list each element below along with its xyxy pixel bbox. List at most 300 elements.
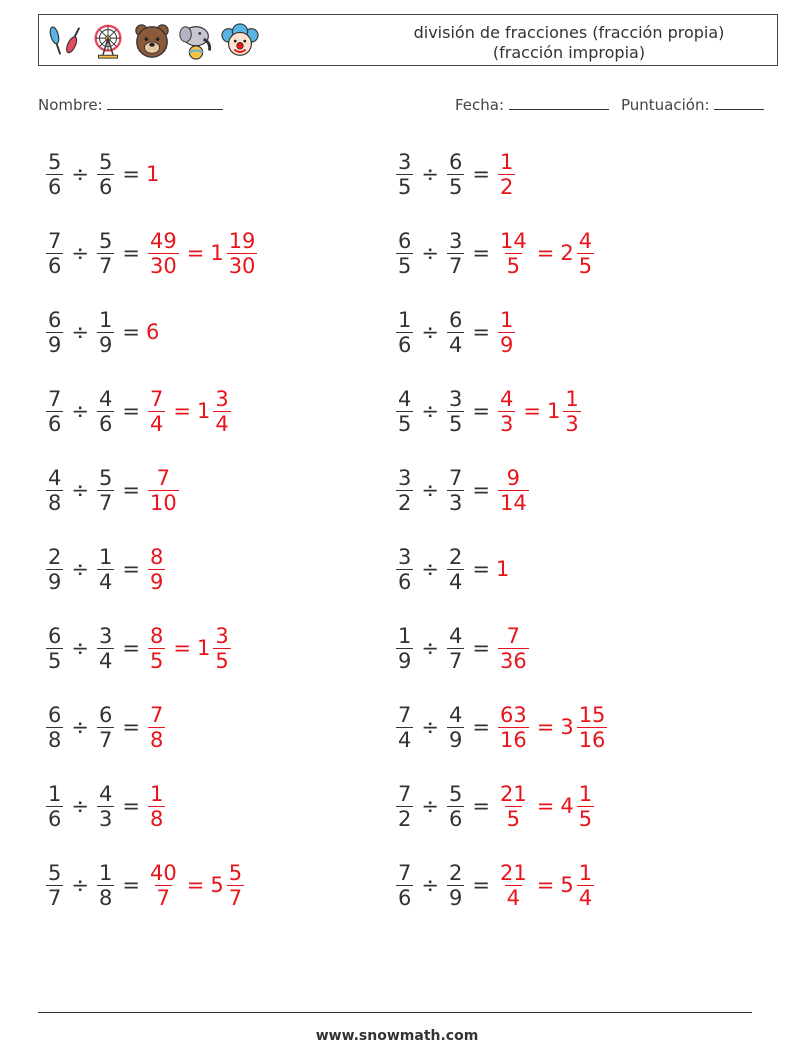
numerator: 21 <box>499 781 527 806</box>
answer-equals-sign: = <box>536 241 555 265</box>
equals-sign: = <box>472 399 490 423</box>
equals-sign: = <box>122 320 140 344</box>
divide-sign: ÷ <box>421 478 439 502</box>
denominator: 3 <box>499 411 514 436</box>
denominator: 7 <box>98 727 113 752</box>
answer-whole: 6 <box>145 320 160 344</box>
numerator: 2 <box>48 544 62 569</box>
answer-equals-sign: = <box>536 715 555 739</box>
divide-sign: ÷ <box>71 873 89 897</box>
denominator: 5 <box>448 411 463 436</box>
divide-sign: ÷ <box>421 715 439 739</box>
numerator: 9 <box>506 465 521 490</box>
fraction <box>46 387 63 436</box>
denominator: 7 <box>156 885 171 910</box>
fraction <box>447 466 464 515</box>
numerator: 6 <box>48 702 62 727</box>
denominator: 4 <box>578 885 593 910</box>
divide-sign: ÷ <box>71 320 89 344</box>
fraction <box>396 545 413 594</box>
mixed-whole: 3 <box>560 715 574 739</box>
fraction <box>97 861 114 910</box>
equals-sign: = <box>472 320 490 344</box>
numerator: 4 <box>578 228 593 253</box>
denominator: 8 <box>149 727 164 752</box>
fraction <box>46 624 63 673</box>
mixed-whole: 1 <box>546 399 561 423</box>
fraction <box>447 545 464 594</box>
divide-sign: ÷ <box>71 241 89 265</box>
numerator: 1 <box>98 307 113 332</box>
numerator: 3 <box>215 386 229 411</box>
denominator: 4 <box>398 727 412 752</box>
numerator: 1 <box>398 307 412 332</box>
denominator: 3 <box>448 490 463 515</box>
divide-sign: ÷ <box>71 715 89 739</box>
numerator: 4 <box>499 386 514 411</box>
mixed-whole: 1 <box>210 241 224 265</box>
divide-sign: ÷ <box>71 399 89 423</box>
worksheet-title <box>389 23 749 63</box>
numerator: 1 <box>499 307 514 332</box>
fraction <box>447 703 464 752</box>
numerator: 2 <box>448 544 463 569</box>
divide-sign: ÷ <box>421 399 439 423</box>
numerator: 2 <box>448 860 463 885</box>
problem-item <box>44 539 167 599</box>
divide-sign: ÷ <box>71 162 89 186</box>
mixed-whole: 5 <box>210 873 224 897</box>
score-field <box>621 95 764 114</box>
answer-fraction <box>498 387 515 436</box>
denominator: 5 <box>578 253 593 278</box>
mixed-fraction <box>577 782 594 831</box>
answer-fraction <box>498 308 515 357</box>
title-line-1: división de fracciones (fracción propia) <box>413 23 725 42</box>
problem-item <box>44 302 159 362</box>
answer-fraction <box>498 861 529 910</box>
fraction <box>46 150 63 199</box>
numerator: 14 <box>499 228 527 253</box>
fraction <box>447 150 464 199</box>
numerator: 5 <box>48 860 62 885</box>
numerator: 19 <box>228 228 256 253</box>
problem-item <box>44 618 233 678</box>
fraction <box>396 624 413 673</box>
answer-whole: 1 <box>145 162 160 186</box>
numerator: 7 <box>398 702 412 727</box>
divide-sign: ÷ <box>71 636 89 660</box>
answer-equals-sign: = <box>173 399 191 423</box>
fraction <box>46 703 63 752</box>
denominator: 5 <box>215 648 229 673</box>
numerator: 21 <box>499 860 527 885</box>
numerator: 4 <box>448 623 463 648</box>
problem-item <box>394 302 517 362</box>
problem-item <box>44 776 167 836</box>
divide-sign: ÷ <box>421 241 439 265</box>
numerator: 7 <box>149 702 164 727</box>
problem-item <box>44 144 159 204</box>
fraction <box>447 782 464 831</box>
numerator: 1 <box>565 386 579 411</box>
name-field <box>38 95 223 114</box>
answer-fraction <box>498 466 529 515</box>
fraction <box>396 229 413 278</box>
mixed-fraction <box>227 861 244 910</box>
equals-sign: = <box>122 241 140 265</box>
fraction <box>396 861 413 910</box>
mixed-fraction <box>563 387 580 436</box>
bear-icon <box>133 22 171 60</box>
denominator: 6 <box>448 806 463 831</box>
fraction <box>97 703 114 752</box>
denominator: 4 <box>448 332 463 357</box>
divide-sign: ÷ <box>421 873 439 897</box>
date-label: Fecha: <box>455 96 505 114</box>
numerator: 7 <box>398 781 412 806</box>
numerator: 5 <box>48 149 62 174</box>
answer-fraction <box>148 624 165 673</box>
denominator: 3 <box>565 411 579 436</box>
denominator: 4 <box>98 648 113 673</box>
fraction <box>97 782 114 831</box>
equals-sign: = <box>122 873 140 897</box>
answer-fraction <box>148 545 165 594</box>
footer-url: www.snowmath.com <box>315 1028 479 1044</box>
mixed-fraction <box>577 703 608 752</box>
denominator: 2 <box>499 174 514 199</box>
answer-fraction <box>498 782 529 831</box>
numerator: 49 <box>149 228 177 253</box>
numerator: 1 <box>499 149 514 174</box>
denominator: 9 <box>98 332 113 357</box>
denominator: 9 <box>398 648 412 673</box>
denominator: 4 <box>215 411 229 436</box>
equals-sign: = <box>472 241 490 265</box>
numerator: 15 <box>578 702 606 727</box>
numerator: 1 <box>48 781 62 806</box>
numerator: 8 <box>149 623 164 648</box>
numerator: 6 <box>48 307 62 332</box>
answer-fraction <box>148 782 165 831</box>
fraction <box>396 703 413 752</box>
fraction <box>97 387 114 436</box>
numerator: 6 <box>398 228 412 253</box>
denominator: 16 <box>578 727 606 752</box>
numerator: 3 <box>398 149 412 174</box>
equals-sign: = <box>472 162 490 186</box>
divide-sign: ÷ <box>71 794 89 818</box>
mixed-whole: 5 <box>560 873 574 897</box>
denominator: 5 <box>506 806 521 831</box>
numerator: 5 <box>98 228 113 253</box>
numerator: 3 <box>398 544 412 569</box>
fraction <box>46 545 63 594</box>
numerator: 7 <box>156 465 171 490</box>
denominator: 7 <box>448 253 463 278</box>
answer-fraction <box>498 229 529 278</box>
numerator: 1 <box>98 544 113 569</box>
problem-item <box>394 697 609 757</box>
denominator: 4 <box>448 569 463 594</box>
answer-equals-sign: = <box>173 636 191 660</box>
divide-sign: ÷ <box>421 557 439 581</box>
denominator: 9 <box>448 885 463 910</box>
equals-sign: = <box>472 478 490 502</box>
answer-fraction <box>498 624 529 673</box>
denominator: 6 <box>48 174 62 199</box>
denominator: 8 <box>48 490 62 515</box>
problem-item <box>44 697 167 757</box>
numerator: 6 <box>448 307 463 332</box>
numerator: 3 <box>448 386 463 411</box>
fraction <box>46 229 63 278</box>
mixed-whole: 1 <box>196 399 211 423</box>
denominator: 7 <box>448 648 463 673</box>
denominator: 6 <box>48 411 62 436</box>
answer-equals-sign: = <box>186 241 205 265</box>
fraction <box>97 308 114 357</box>
problem-item <box>394 223 596 283</box>
numerator: 6 <box>448 149 463 174</box>
clown-icon <box>221 22 259 60</box>
fraction <box>396 466 413 515</box>
circus-elephant-icon <box>177 22 215 60</box>
problem-item <box>44 223 259 283</box>
numerator: 7 <box>448 465 463 490</box>
divide-sign: ÷ <box>71 478 89 502</box>
numerator: 1 <box>98 860 113 885</box>
divide-sign: ÷ <box>421 636 439 660</box>
numerator: 7 <box>48 386 62 411</box>
numerator: 7 <box>398 860 412 885</box>
denominator: 4 <box>98 569 113 594</box>
denominator: 5 <box>398 253 412 278</box>
denominator: 4 <box>149 411 164 436</box>
divide-sign: ÷ <box>421 320 439 344</box>
equals-sign: = <box>472 794 490 818</box>
numerator: 4 <box>98 386 113 411</box>
name-blank[interactable] <box>107 95 223 110</box>
answer-equals-sign: = <box>536 794 555 818</box>
mixed-fraction <box>227 229 258 278</box>
denominator: 2 <box>398 806 412 831</box>
numerator: 5 <box>448 781 463 806</box>
mixed-fraction <box>577 861 594 910</box>
denominator: 9 <box>448 727 463 752</box>
problem-item <box>394 460 531 520</box>
denominator: 6 <box>98 174 113 199</box>
denominator: 4 <box>506 885 521 910</box>
answer-fraction <box>148 387 165 436</box>
score-blank[interactable] <box>714 95 764 110</box>
juggling-clubs-icon <box>45 22 83 60</box>
title-line-2: (fracción impropia) <box>492 43 646 62</box>
worksheet-header <box>38 14 778 66</box>
denominator: 8 <box>48 727 62 752</box>
fraction <box>447 387 464 436</box>
fraction <box>97 624 114 673</box>
fraction <box>396 387 413 436</box>
problem-item <box>394 381 583 441</box>
problem-item <box>394 144 517 204</box>
divide-sign: ÷ <box>71 557 89 581</box>
numerator: 1 <box>578 860 593 885</box>
numerator: 4 <box>98 781 113 806</box>
numerator: 40 <box>149 860 177 885</box>
numerator: 7 <box>48 228 62 253</box>
numerator: 4 <box>448 702 463 727</box>
name-label: Nombre: <box>38 96 103 114</box>
answer-fraction <box>148 229 179 278</box>
fraction <box>447 308 464 357</box>
fraction <box>396 782 413 831</box>
fraction <box>46 466 63 515</box>
mixed-fraction <box>213 387 230 436</box>
fraction <box>46 308 63 357</box>
numerator: 3 <box>398 465 412 490</box>
fraction <box>46 782 63 831</box>
denominator: 7 <box>228 885 243 910</box>
denominator: 6 <box>398 332 412 357</box>
numerator: 7 <box>149 386 164 411</box>
denominator: 9 <box>48 332 62 357</box>
ferris-wheel-icon <box>89 22 127 60</box>
numerator: 5 <box>98 465 113 490</box>
denominator: 7 <box>98 490 113 515</box>
mixed-fraction <box>577 229 594 278</box>
fraction <box>97 229 114 278</box>
equals-sign: = <box>122 715 140 739</box>
problem-item <box>44 381 233 441</box>
denominator: 3 <box>98 806 113 831</box>
denominator: 8 <box>98 885 113 910</box>
footer-divider <box>38 1012 752 1013</box>
equals-sign: = <box>472 715 490 739</box>
fraction <box>46 861 63 910</box>
numerator: 3 <box>98 623 113 648</box>
denominator: 8 <box>149 806 164 831</box>
problem-item <box>44 855 246 915</box>
mixed-fraction <box>213 624 230 673</box>
fraction <box>97 545 114 594</box>
equals-sign: = <box>122 557 140 581</box>
denominator: 30 <box>149 253 177 278</box>
numerator: 1 <box>578 781 593 806</box>
fraction <box>396 150 413 199</box>
problem-item <box>394 855 596 915</box>
answer-equals-sign: = <box>536 873 555 897</box>
answer-fraction <box>148 703 165 752</box>
denominator: 9 <box>499 332 514 357</box>
denominator: 9 <box>149 569 164 594</box>
answer-equals-sign: = <box>523 399 541 423</box>
numerator: 4 <box>48 465 62 490</box>
denominator: 2 <box>398 490 412 515</box>
denominator: 5 <box>48 648 62 673</box>
divide-sign: ÷ <box>421 162 439 186</box>
date-blank[interactable] <box>509 95 609 110</box>
problem-item <box>44 460 181 520</box>
denominator: 5 <box>149 648 164 673</box>
denominator: 5 <box>398 411 412 436</box>
equals-sign: = <box>472 636 490 660</box>
denominator: 7 <box>48 885 62 910</box>
denominator: 10 <box>149 490 177 515</box>
mixed-whole: 2 <box>560 241 574 265</box>
numerator: 5 <box>98 149 113 174</box>
denominator: 7 <box>98 253 113 278</box>
denominator: 5 <box>398 174 412 199</box>
numerator: 7 <box>506 623 521 648</box>
equals-sign: = <box>122 162 140 186</box>
denominator: 14 <box>499 490 527 515</box>
denominator: 6 <box>48 806 62 831</box>
equals-sign: = <box>472 873 490 897</box>
denominator: 16 <box>499 727 527 752</box>
mixed-whole: 1 <box>196 636 211 660</box>
answer-fraction <box>148 861 179 910</box>
problem-item <box>394 539 509 599</box>
fraction <box>447 861 464 910</box>
denominator: 5 <box>448 174 463 199</box>
denominator: 9 <box>48 569 62 594</box>
denominator: 6 <box>398 885 412 910</box>
fraction <box>97 150 114 199</box>
equals-sign: = <box>122 636 140 660</box>
numerator: 1 <box>398 623 412 648</box>
denominator: 30 <box>228 253 256 278</box>
date-field <box>455 95 609 114</box>
equals-sign: = <box>122 794 140 818</box>
denominator: 6 <box>98 411 113 436</box>
equals-sign: = <box>122 399 140 423</box>
fraction <box>447 624 464 673</box>
answer-whole: 1 <box>495 557 510 581</box>
numerator: 3 <box>448 228 463 253</box>
numerator: 5 <box>228 860 243 885</box>
divide-sign: ÷ <box>421 794 439 818</box>
equals-sign: = <box>122 478 140 502</box>
fraction <box>396 308 413 357</box>
problem-item <box>394 618 531 678</box>
denominator: 6 <box>398 569 412 594</box>
fraction <box>97 466 114 515</box>
numerator: 6 <box>98 702 113 727</box>
denominator: 36 <box>499 648 527 673</box>
numerator: 6 <box>48 623 62 648</box>
header-icons <box>45 19 259 63</box>
answer-fraction <box>498 703 529 752</box>
numerator: 4 <box>398 386 412 411</box>
fraction <box>447 229 464 278</box>
denominator: 5 <box>578 806 593 831</box>
score-label: Puntuación: <box>621 96 710 114</box>
numerator: 1 <box>149 781 164 806</box>
numerator: 63 <box>499 702 527 727</box>
numerator: 3 <box>215 623 229 648</box>
numerator: 8 <box>149 544 164 569</box>
mixed-whole: 4 <box>560 794 574 818</box>
denominator: 5 <box>506 253 521 278</box>
answer-equals-sign: = <box>186 873 205 897</box>
answer-fraction <box>148 466 179 515</box>
problem-item <box>394 776 596 836</box>
answer-fraction <box>498 150 515 199</box>
equals-sign: = <box>472 557 490 581</box>
denominator: 6 <box>48 253 62 278</box>
